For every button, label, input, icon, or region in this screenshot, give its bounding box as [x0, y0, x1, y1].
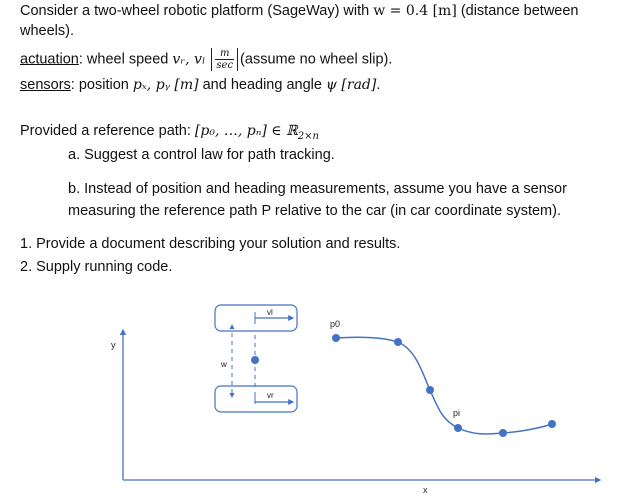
left-wheel-label: vl — [267, 308, 273, 317]
sensors-text: : position — [70, 77, 129, 93]
item-b-line-2: measuring the reference path P relative to the car (in car coordinate system). — [68, 203, 561, 219]
right-wheel — [215, 386, 297, 412]
path-point-p0 — [332, 334, 340, 342]
reference-math: [p₀, …, pₙ] ∈ ℝ — [194, 123, 298, 139]
reference-sub: 2×n — [297, 130, 319, 142]
sensors-mid: and heading angle — [202, 77, 322, 93]
actuation-note: (assume no wheel slip). — [240, 51, 393, 68]
width-label: w — [221, 360, 227, 369]
p0-label: p0 — [330, 319, 341, 329]
intro-prefix: Consider a two-wheel robotic platform (SageWay) with — [20, 3, 370, 19]
heading-var: ψ [rad] — [325, 77, 377, 93]
sensors-end: . — [376, 77, 381, 93]
item-a: a. Suggest a control law for path tracking. — [68, 147, 335, 163]
path-point-end — [548, 420, 556, 428]
sensors-label: sensors — [20, 77, 71, 93]
item-b-line-1: b. Instead of position and heading measurements, assume you have a sensor — [68, 181, 567, 197]
width-equation: w = 0.4 [m] — [373, 3, 457, 19]
deliverable-2: 2. Supply running code. — [20, 259, 173, 275]
position-vars: pₓ, pᵧ [m] — [132, 77, 199, 93]
reference-prefix: Provided a reference path: — [20, 123, 191, 139]
deliverable-1: 1. Provide a document describing your solution and results. — [20, 236, 401, 252]
path-point — [499, 429, 507, 437]
path-point — [426, 386, 434, 394]
robot-center-point — [251, 356, 259, 364]
reference-path-curve — [336, 337, 552, 434]
y-axis-label: y — [111, 340, 116, 350]
x-axis-label: x — [423, 485, 428, 495]
actuation-text: : wheel speed — [78, 51, 169, 68]
wheel-speed-vars: vᵣ, vₗ — [172, 51, 206, 68]
intro-suffix: (distance between — [460, 3, 579, 19]
actuation-label: actuation — [20, 51, 79, 68]
path-point-pi — [454, 424, 462, 432]
intro-line-2: wheels). — [20, 23, 74, 39]
path-point — [394, 338, 402, 346]
pi-label: pi — [453, 408, 461, 418]
unit-denominator: sec — [216, 60, 234, 71]
right-wheel-label: vr — [267, 391, 274, 400]
unit-numerator: m — [215, 48, 234, 60]
